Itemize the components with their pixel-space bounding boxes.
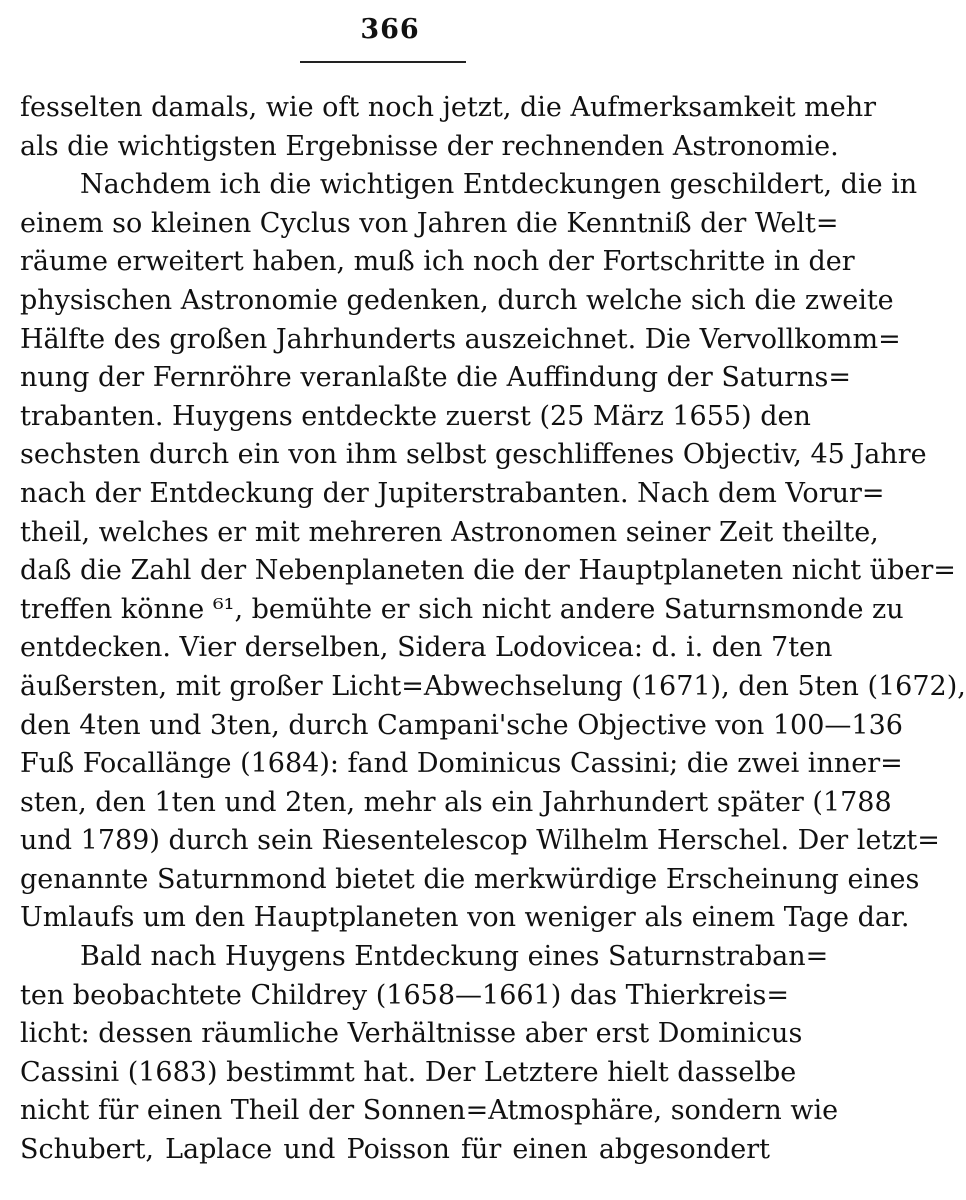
- text-line: daß die Zahl der Nebenplaneten die der Hauptplaneten nicht über=: [20, 555, 956, 587]
- text-line: und 1789) durch sein Riesentelescop Wilhelm Herschel. Der letzt=: [20, 825, 940, 857]
- text-line: nung der Fernröhre veranlaßte die Auffindung der Saturns=: [20, 362, 852, 394]
- text-line: äußersten, mit großer Licht=Abwechselung (1671), den 5ten (1672),: [20, 670, 966, 702]
- text-line: entdecken. Vier derselben, Sidera Lodovicea: d. i. den 7ten: [20, 632, 833, 664]
- text-line: trabanten. Huygens entdeckte zuerst (25 März 1655) den: [20, 400, 811, 432]
- text-line: räume erweitert haben, muß ich noch der Fortschritte in der: [20, 246, 855, 278]
- text-line: sten, den 1ten und 2ten, mehr als ein Jahrhundert später (1788: [20, 786, 892, 818]
- text-line: theil, welches er mit mehreren Astronomen seiner Zeit theilte,: [20, 516, 879, 548]
- text-line: physischen Astronomie gedenken, durch welche sich die zweite: [20, 284, 894, 316]
- text-line: sechsten durch ein von ihm selbst geschliffenes Objectiv, 45 Jahre: [20, 439, 927, 471]
- paragraph: [20, 89, 877, 166]
- text-line: Hälfte des großen Jahrhunderts auszeichnet. Die Vervollkomm=: [20, 323, 901, 355]
- paragraph: [20, 938, 839, 1170]
- text-line: genannte Saturnmond bietet die merkwürdige Erscheinung eines: [20, 863, 920, 895]
- body-text: [20, 89, 966, 1170]
- text-line: als die wichtigsten Ergebnisse der rechnenden Astronomie.: [20, 130, 839, 162]
- text-line: den 4ten und 3ten, durch Campani'sche Objective von 100—136: [20, 709, 903, 741]
- text-line: treffen könne ⁶¹, bemühte er sich nicht andere Saturnsmonde zu: [20, 593, 904, 625]
- text-line: Bald nach Huygens Entdeckung eines Saturnstraban=: [80, 941, 829, 973]
- text-line: nach der Entdeckung der Jupiterstrabanten. Nach dem Vorur=: [20, 477, 885, 509]
- page-number: 366: [360, 14, 420, 45]
- text-line: licht: dessen räumliche Verhältnisse aber erst Dominicus: [20, 1018, 803, 1050]
- text-line: einem so kleinen Cyclus von Jahren die Kenntniß der Welt=: [20, 207, 839, 239]
- text-line: Fuß Focallänge (1684): fand Dominicus Cassini; die zwei inner=: [20, 748, 903, 780]
- text-line: Schubert, Laplace und Poisson für einen abgesondert: [20, 1134, 770, 1166]
- header-rule: [300, 61, 466, 63]
- text-line: Nachdem ich die wichtigen Entdeckungen geschildert, die in: [80, 169, 918, 201]
- text-line: fesselten damals, wie oft noch jetzt, die Aufmerksamkeit mehr: [20, 92, 877, 123]
- text-line: Cassini (1683) bestimmt hat. Der Letztere hielt dasselbe: [20, 1056, 797, 1088]
- text-line: ten beobachtete Childrey (1658—1661) das Thierkreis=: [20, 979, 789, 1011]
- paragraph: [20, 166, 966, 938]
- text-line: nicht für einen Theil der Sonnen=Atmosphäre, sondern wie: [20, 1095, 839, 1127]
- text-line: Umlaufs um den Hauptplaneten von weniger als einem Tage dar.: [20, 902, 910, 934]
